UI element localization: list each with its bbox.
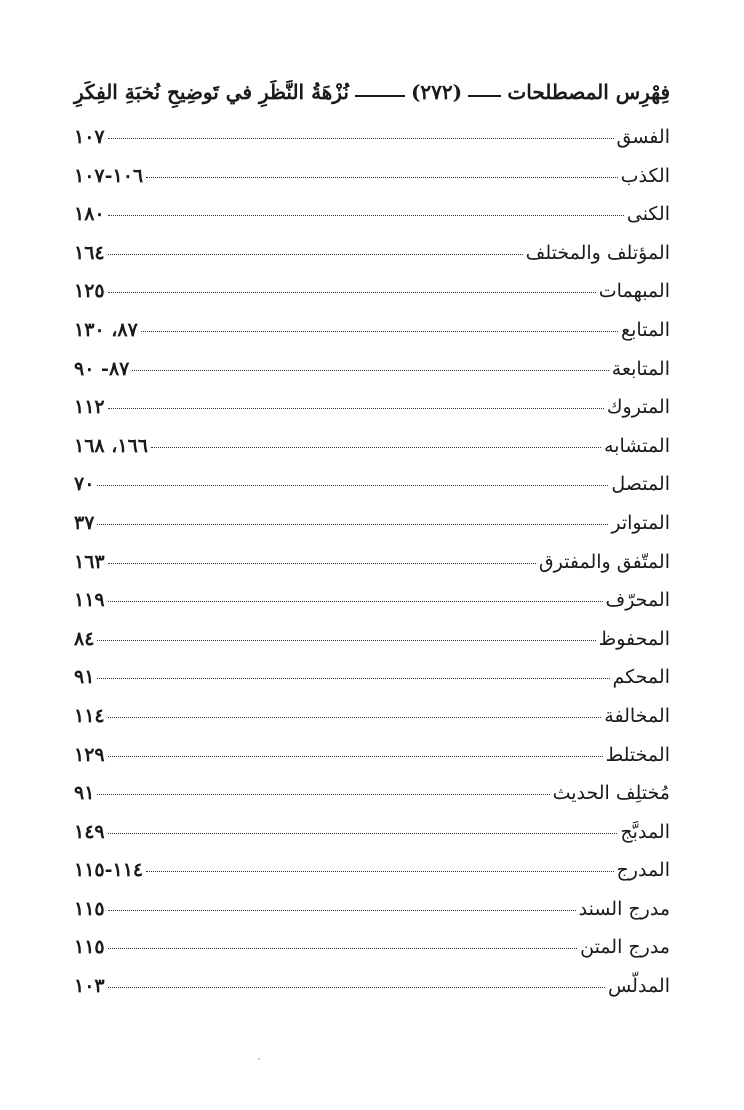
dot-leader <box>108 756 603 757</box>
entry-term: المحكم <box>612 666 670 689</box>
entry-term: المدبَّج <box>620 820 670 843</box>
dot-leader <box>97 640 595 641</box>
entry-page-numbers: ١٦٦، ١٦٨ <box>74 434 148 457</box>
dot-leader <box>108 910 576 911</box>
dot-leader <box>97 678 609 679</box>
entry-page-numbers: ١٨٠ <box>74 203 105 226</box>
index-entry <box>74 975 670 1014</box>
dot-leader <box>108 717 602 718</box>
index-entry <box>74 859 670 898</box>
index-entry <box>74 705 670 744</box>
entry-term: المتابعة <box>611 357 670 380</box>
entry-page-numbers: ١٢٩ <box>74 743 105 766</box>
term-index-list <box>74 126 670 1014</box>
index-entry <box>74 589 670 628</box>
entry-page-numbers: ١٠٣ <box>74 975 105 998</box>
entry-term: المدرج <box>616 859 670 882</box>
entry-page-numbers: ٧٠ <box>74 473 95 496</box>
dot-leader <box>108 833 618 834</box>
dot-leader <box>108 408 604 409</box>
entry-page-numbers: ١٠٦-١٠٧ <box>74 164 144 187</box>
index-entry <box>74 821 670 860</box>
entry-page-numbers: ١٤٩ <box>74 820 105 843</box>
entry-term: مُختلِف الحديث <box>552 782 670 805</box>
entry-page-numbers: ٩١ <box>74 782 95 805</box>
dot-leader <box>132 370 608 371</box>
dot-leader <box>151 447 601 448</box>
index-entry <box>74 126 670 165</box>
index-entry <box>74 628 670 667</box>
entry-page-numbers: ١٦٤ <box>74 241 105 264</box>
index-entry <box>74 551 670 590</box>
entry-page-numbers: ٨٤ <box>74 627 95 650</box>
index-entry <box>74 744 670 783</box>
entry-page-numbers: ٨٧- ٩٠ <box>74 357 130 380</box>
entry-page-numbers: ٣٧ <box>74 511 95 534</box>
index-entry <box>74 165 670 204</box>
entry-term: المدلّس <box>607 975 670 998</box>
index-entry <box>74 358 670 397</box>
entry-term: المتروك <box>606 396 670 419</box>
entry-page-numbers: ١٦٣ <box>74 550 105 573</box>
entry-term: المتواتر <box>611 511 670 534</box>
entry-page-numbers: ١١٤ <box>74 704 105 727</box>
entry-page-numbers: ١٢٥ <box>74 280 105 303</box>
dot-leader <box>108 601 603 602</box>
index-entry <box>74 319 670 358</box>
entry-term: المحفوظ <box>598 627 670 650</box>
entry-page-numbers: ١١٤-١١٥ <box>74 859 144 882</box>
entry-page-numbers: ١١٩ <box>74 589 105 612</box>
dot-leader <box>108 292 596 293</box>
dot-leader <box>108 138 614 139</box>
dot-leader <box>97 485 608 486</box>
page-number: (٢٧٢) <box>410 80 463 104</box>
dot-leader <box>97 794 549 795</box>
entry-page-numbers: ١١٥ <box>74 897 105 920</box>
entry-term: مدرج المتن <box>580 936 670 959</box>
dot-leader <box>108 987 605 988</box>
entry-term: الكذب <box>620 164 670 187</box>
entry-term: المتشابه <box>604 434 670 457</box>
dot-leader <box>141 331 618 332</box>
dot-leader <box>108 948 577 949</box>
index-entry <box>74 280 670 319</box>
dot-leader <box>108 563 536 564</box>
entry-term: الفسق <box>616 126 670 148</box>
entry-page-numbers: ٨٧، ١٣٠ <box>74 318 138 341</box>
entry-term: المخالفة <box>604 704 670 727</box>
entry-term: المحرّف <box>605 589 670 612</box>
index-entry <box>74 512 670 551</box>
index-entry <box>74 473 670 512</box>
index-entry <box>74 898 670 937</box>
index-entry <box>74 782 670 821</box>
entry-term: المتّفق والمفترق <box>538 550 670 573</box>
entry-term: المتصل <box>611 473 670 496</box>
index-entry <box>74 666 670 705</box>
dot-leader <box>146 177 617 178</box>
entry-term: مدرج السند <box>578 897 670 920</box>
section-title: فِهْرِس المصطلحات <box>507 80 670 104</box>
scan-speck <box>258 1058 260 1060</box>
entry-term: المؤتلف والمختلف <box>525 241 670 264</box>
dot-leader <box>108 254 523 255</box>
entry-page-numbers: ١٠٧ <box>74 126 105 148</box>
dot-leader <box>108 215 624 216</box>
header-rule <box>355 95 405 97</box>
book-title: نُزْهَةُ النَّظَرِ في تَوضِيحِ نُخبَةِ الفِكَرِ <box>74 80 349 104</box>
entry-page-numbers: ١١٥ <box>74 936 105 959</box>
index-entry <box>74 203 670 242</box>
index-entry <box>74 396 670 435</box>
entry-term: المتابع <box>621 318 670 341</box>
running-header <box>74 74 670 110</box>
header-rule <box>468 95 501 97</box>
entry-page-numbers: ٩١ <box>74 666 95 689</box>
entry-term: المبهمات <box>598 280 670 303</box>
index-entry <box>74 242 670 281</box>
dot-leader <box>97 524 608 525</box>
entry-page-numbers: ١١٢ <box>74 396 105 419</box>
entry-term: الكنى <box>626 203 670 226</box>
index-entry <box>74 936 670 975</box>
entry-term: المختلط <box>605 743 670 766</box>
index-entry <box>74 435 670 474</box>
dot-leader <box>146 871 613 872</box>
